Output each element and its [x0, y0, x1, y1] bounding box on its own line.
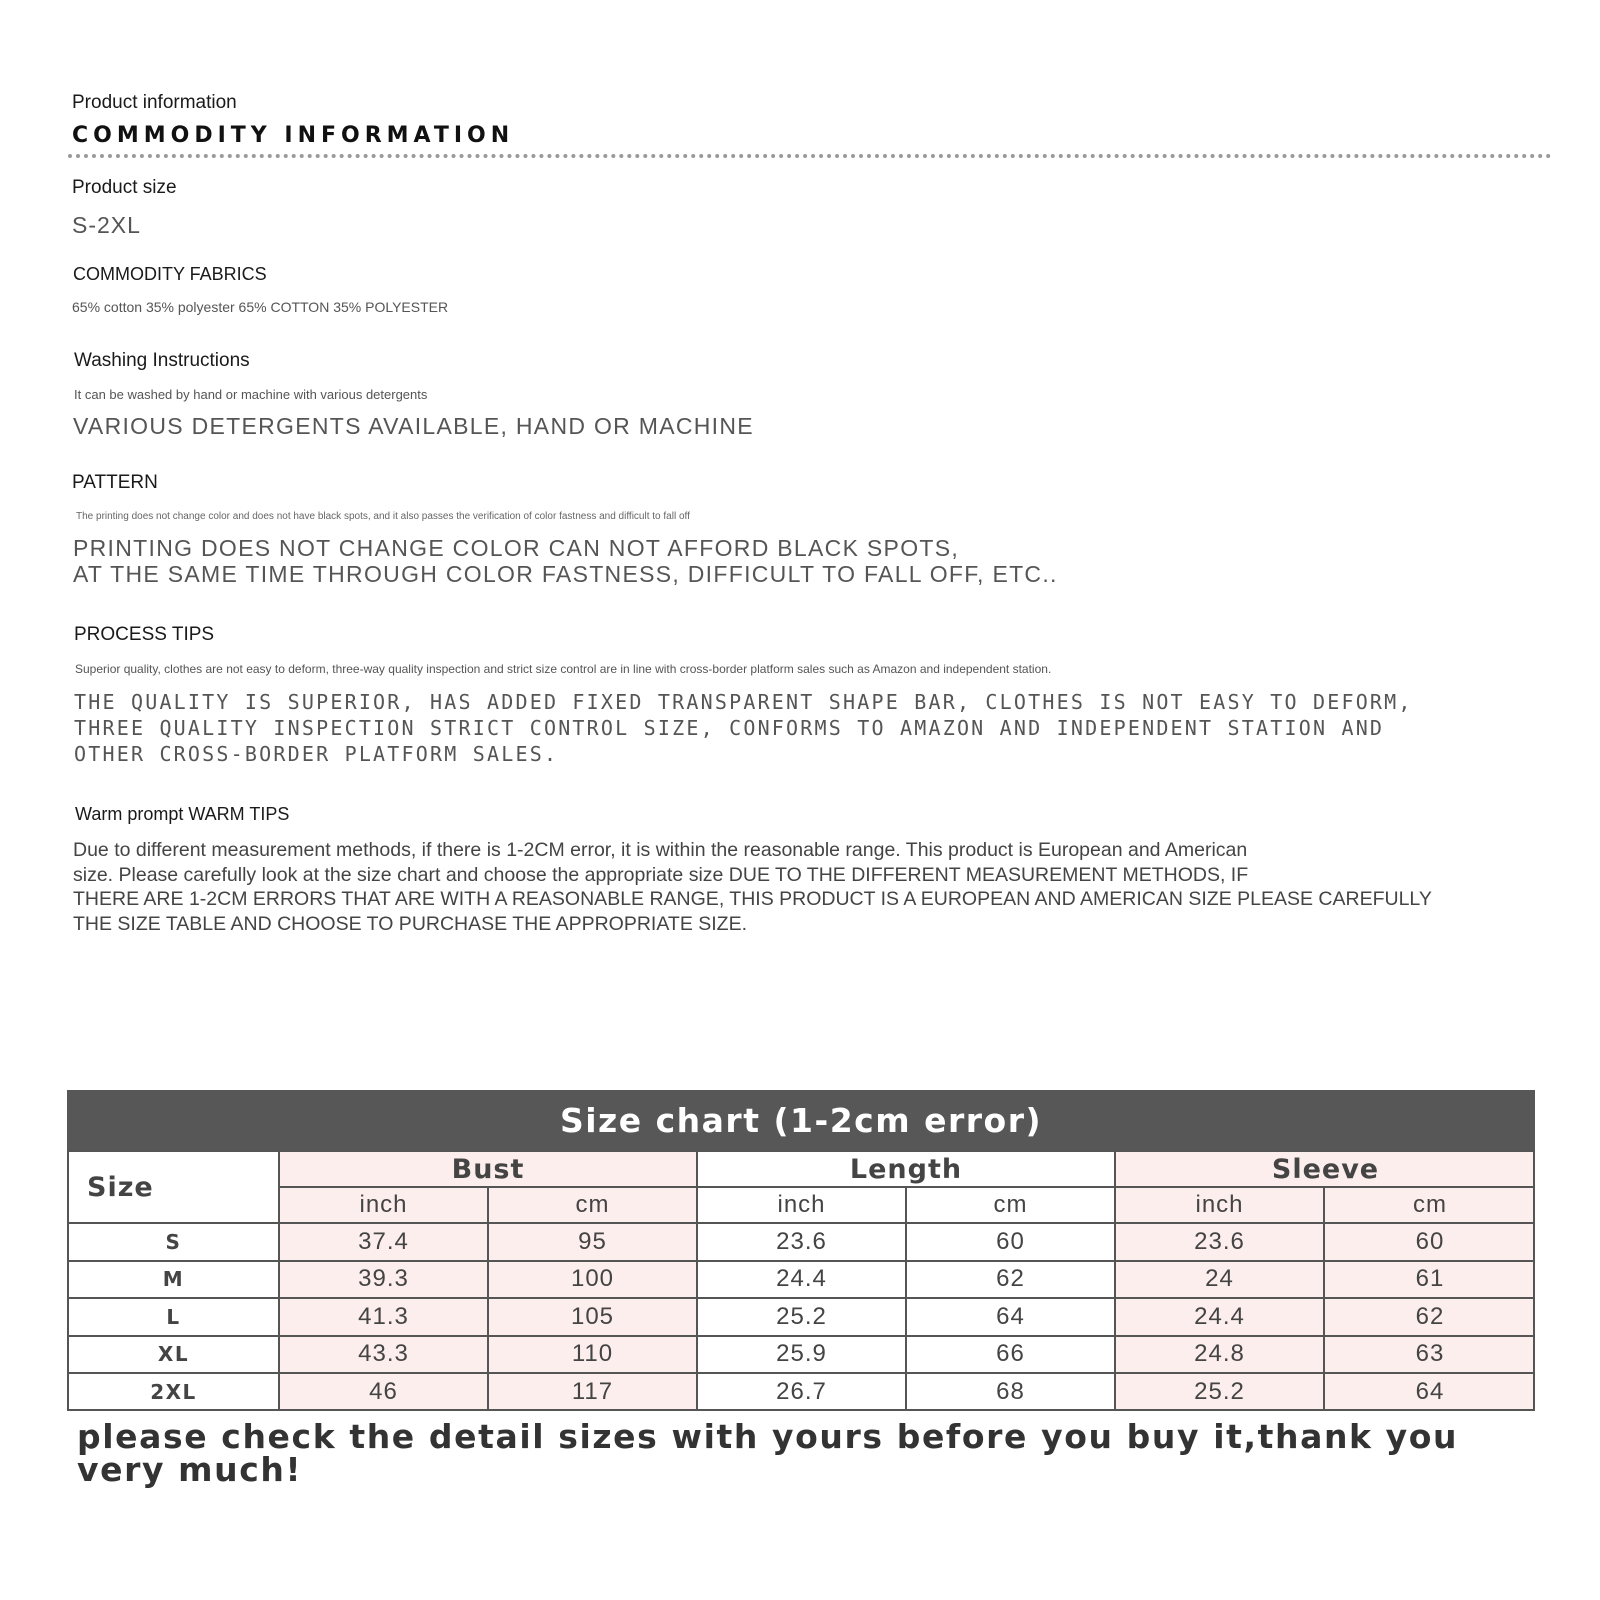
table-cell: 39.3	[278, 1260, 487, 1298]
table-cell: 23.6	[1114, 1222, 1323, 1260]
warm-tips-text: Due to different measurement methods, if there is 1-2CM error, it is within the reasonable range. This product is European and American size. Please carefully look at the size chart and choose the appropriate size DUE TO THE DIFFERENT MEASUREMENT METHODS, IF THERE ARE 1-2CM ERRORS THAT ARE WITH A REASONABLE RANGE, THIS PRODUCT IS A EUROPEAN AND AMERICAN SIZE PLEASE CAREFULLY THE SIZE TABLE AND CHOOSE TO PURCHASE THE APPROPRIATE SIZE.	[73, 839, 1432, 935]
pattern-caps-line2: AT THE SAME TIME THROUGH COLOR FASTNESS, DIFFICULT TO FALL OFF, ETC..	[73, 561, 1058, 587]
table-cell: 25.2	[1114, 1372, 1323, 1410]
table-cell: 26.7	[696, 1372, 905, 1410]
size-chart-title: Size chart (1-2cm error)	[67, 1090, 1535, 1150]
size-row-label: M	[67, 1260, 278, 1298]
length-header: Length	[696, 1150, 1114, 1186]
table-cell: 95	[487, 1222, 696, 1260]
table-cell: 37.4	[278, 1222, 487, 1260]
table-cell: 24.8	[1114, 1335, 1323, 1373]
table-cell: 25.2	[696, 1297, 905, 1335]
footer-note: please check the detail sizes with yours before you buy it,thank you very much!	[77, 1417, 1459, 1489]
table-cell: 66	[905, 1335, 1114, 1373]
process-note: Superior quality, clothes are not easy to deform, three-way quality inspection and strict size control are in line with cross-border platform sales such as Amazon and independent station.	[75, 662, 1052, 676]
table-cell: 61	[1323, 1260, 1535, 1298]
dotted-divider	[68, 154, 1552, 158]
fabrics-value: 65% cotton 35% polyester 65% COTTON 35% POLYESTER	[72, 299, 449, 315]
table-cell: 100	[487, 1260, 696, 1298]
pattern-label: PATTERN	[72, 472, 158, 493]
table-border-bottom	[67, 1409, 1535, 1411]
unit-header: inch	[696, 1186, 905, 1222]
table-cell: 41.3	[278, 1297, 487, 1335]
page-title: COMMODITY INFORMATION	[72, 123, 515, 148]
unit-header: cm	[1323, 1186, 1535, 1222]
sleeve-header: Sleeve	[1114, 1150, 1535, 1186]
product-size-value: S-2XL	[72, 212, 141, 238]
table-cell: 24.4	[696, 1260, 905, 1298]
table-cell: 43.3	[278, 1335, 487, 1373]
size-row-label: XL	[67, 1335, 278, 1373]
table-cell: 24	[1114, 1260, 1323, 1298]
size-row-label: S	[67, 1222, 278, 1260]
washing-caps: VARIOUS DETERGENTS AVAILABLE, HAND OR MACHINE	[73, 413, 754, 439]
table-cell: 60	[1323, 1222, 1535, 1260]
unit-header: inch	[1114, 1186, 1323, 1222]
pattern-caps-line1: PRINTING DOES NOT CHANGE COLOR CAN NOT AFFORD BLACK SPOTS,	[73, 535, 960, 561]
washing-note: It can be washed by hand or machine with various detergents	[74, 387, 428, 402]
table-cell: 110	[487, 1335, 696, 1373]
table-cell: 64	[905, 1297, 1114, 1335]
table-cell: 105	[487, 1297, 696, 1335]
table-cell: 62	[905, 1260, 1114, 1298]
size-row-label: L	[67, 1297, 278, 1335]
table-cell: 62	[1323, 1297, 1535, 1335]
warm-tips-label: Warm prompt WARM TIPS	[75, 804, 290, 824]
subtitle: Product information	[72, 92, 237, 113]
table-cell: 117	[487, 1372, 696, 1410]
pattern-note: The printing does not change color and does not have black spots, and it also passes the verification of color fastness and difficult to fall off	[76, 511, 690, 522]
unit-header: inch	[278, 1186, 487, 1222]
size-chart-table	[67, 1150, 1535, 1411]
table-cell: 63	[1323, 1335, 1535, 1373]
table-cell: 60	[905, 1222, 1114, 1260]
bust-header: Bust	[278, 1150, 696, 1186]
washing-label: Washing Instructions	[74, 350, 250, 371]
process-label: PROCESS TIPS	[74, 624, 215, 645]
table-cell: 23.6	[696, 1222, 905, 1260]
product-size-label: Product size	[72, 177, 177, 198]
table-cell: 24.4	[1114, 1297, 1323, 1335]
table-cell: 68	[905, 1372, 1114, 1410]
unit-header: cm	[487, 1186, 696, 1222]
table-cell: 25.9	[696, 1335, 905, 1373]
size-row-label: 2XL	[67, 1372, 278, 1410]
process-caps: THE QUALITY IS SUPERIOR, HAS ADDED FIXED TRANSPARENT SHAPE BAR, CLOTHES IS NOT EASY TO DEFORM, THREE QUALITY INSPECTION STRICT CONTROL SIZE, CONFORMS TO AMAZON AND INDEPENDENT STATION AND OTHER CROSS-BORDER PLATFORM SALES.	[74, 690, 1413, 766]
fabrics-label: COMMODITY FABRICS	[73, 264, 267, 284]
table-cell: 64	[1323, 1372, 1535, 1410]
table-cell: 46	[278, 1372, 487, 1410]
unit-header: cm	[905, 1186, 1114, 1222]
size-column-header: Size	[67, 1150, 278, 1222]
table-border-right	[1533, 1150, 1535, 1411]
